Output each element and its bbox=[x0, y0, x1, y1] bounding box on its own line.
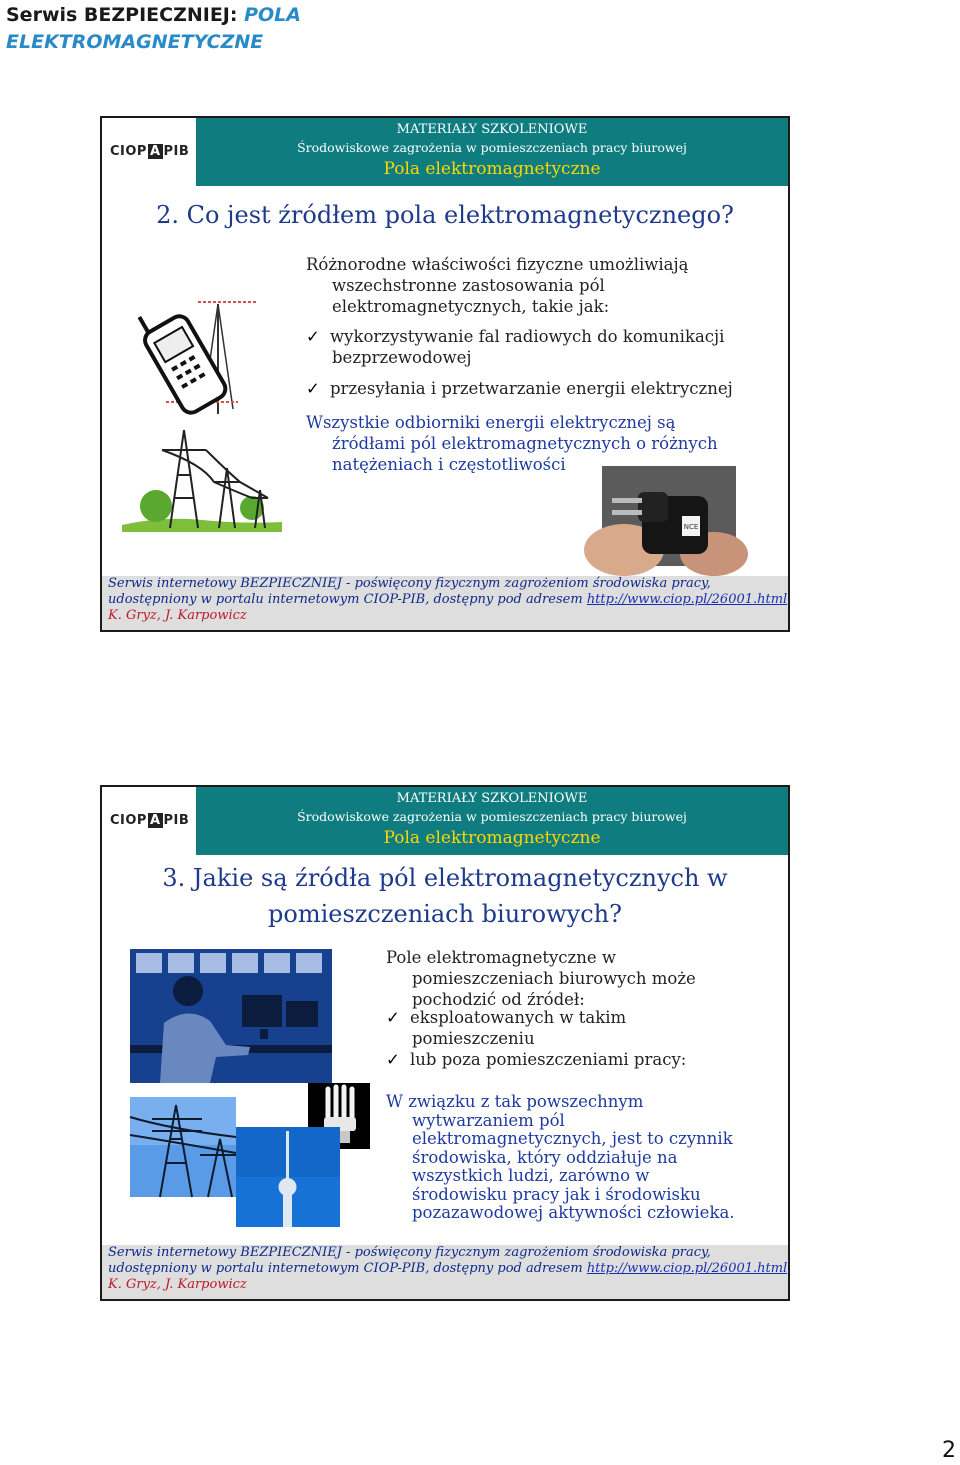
logo-area bbox=[102, 787, 196, 855]
tv-tower-photo bbox=[236, 1127, 340, 1227]
ciop-pib-logo bbox=[110, 813, 189, 828]
document-title-accent-2: ELEKTROMAGNETYCZNE bbox=[6, 31, 264, 53]
logo-text-mid: A bbox=[149, 813, 161, 828]
slide-1-checklist bbox=[306, 326, 733, 399]
header-line-1: MATERIAŁY SZKOLENIOWE bbox=[396, 791, 588, 806]
slide-2 bbox=[100, 785, 790, 1301]
highlight-line: pozazawodowej aktywności człowieka. bbox=[412, 1203, 735, 1222]
intro-line: pochodzić od źródeł: bbox=[412, 990, 585, 1009]
logo-text-left: CIOP bbox=[110, 144, 147, 159]
logo-text-right: PIB bbox=[163, 144, 190, 159]
checklist-text: bezprzewodowej bbox=[332, 348, 472, 367]
header-band bbox=[196, 118, 788, 186]
highlight-line: środowisku pracy jak i środowisku bbox=[412, 1184, 701, 1204]
highlight-line: W związku z tak powszechnym bbox=[386, 1092, 644, 1111]
mobile-phone-antenna-clipart bbox=[118, 294, 268, 414]
header-band bbox=[196, 787, 788, 855]
checklist-text: wykorzystywanie fal radiowych do komunikacji bbox=[330, 327, 725, 346]
slide-header bbox=[102, 787, 788, 855]
power-lines-clipart bbox=[122, 420, 282, 532]
slide-1 bbox=[100, 116, 790, 632]
power-pylon-photo bbox=[130, 1097, 236, 1197]
footer-authors: K. Gryz, J. Karpowicz bbox=[108, 1277, 247, 1292]
header-line-2: Środowiskowe zagrożenia w pomieszczeniach pracy biurowej bbox=[297, 140, 687, 155]
logo-area bbox=[102, 118, 196, 186]
highlight-line: wytwarzaniem pól bbox=[412, 1110, 565, 1130]
intro-line: elektromagnetycznych, takie jak: bbox=[332, 297, 610, 316]
checklist-text: eksploatowanych w takim bbox=[410, 1008, 627, 1027]
document-title-accent-1: POLA bbox=[244, 4, 301, 26]
document-title-main: Serwis BEZPIECZNIEJ: bbox=[6, 4, 238, 26]
highlight-line: Wszystkie odbiorniki energii elektrycznej są bbox=[306, 413, 676, 432]
intro-line: pomieszczeniach biurowych może bbox=[412, 969, 696, 988]
checkmark-icon: ✓ bbox=[386, 1050, 400, 1069]
plug-label: NCE bbox=[683, 523, 699, 531]
footer-authors: K. Gryz, J. Karpowicz bbox=[108, 608, 247, 623]
slide-2-highlight bbox=[386, 1093, 735, 1223]
footer-line-1: Serwis internetowy BEZPIECZNIEJ - poświęcony fizycznym zagrożeniom środowiska pracy, bbox=[108, 576, 711, 591]
checklist-item bbox=[306, 326, 733, 347]
highlight-line: elektromagnetycznych, jest to czynnik bbox=[412, 1129, 733, 1148]
footer-link[interactable]: http://www.ciop.pl/26001.html bbox=[586, 592, 788, 607]
checkmark-icon: ✓ bbox=[306, 379, 320, 398]
document-title bbox=[6, 2, 566, 56]
highlight-line: wszystkich ludzi, zarówno w bbox=[412, 1166, 650, 1185]
ciop-pib-logo bbox=[110, 144, 189, 159]
footer-line-2 bbox=[108, 592, 792, 608]
highlight-line: środowiska, który oddziałuje na bbox=[412, 1147, 678, 1167]
header-line-3: Pola elektromagnetyczne bbox=[383, 828, 601, 848]
checklist-item bbox=[386, 1007, 686, 1028]
power-adapter-photo bbox=[602, 466, 736, 566]
intro-line: wszechstronne zastosowania pól bbox=[332, 276, 605, 295]
office-computer-photo bbox=[130, 949, 332, 1083]
slide-2-intro bbox=[386, 947, 696, 1010]
highlight-line: źródłami pól elektromagnetycznych o różnych bbox=[332, 434, 718, 453]
highlight-line: natężeniach i częstotliwości bbox=[332, 455, 566, 474]
footer-text: udostępniony w portalu internetowym CIOP-PIB, dostępny pod adresem bbox=[108, 1261, 583, 1276]
slide-2-title-line-2: pomieszczeniach biurowych? bbox=[268, 900, 622, 928]
logo-text-left: CIOP bbox=[110, 813, 147, 828]
checkmark-icon: ✓ bbox=[306, 327, 320, 346]
slide-header bbox=[102, 118, 788, 186]
header-line-2: Środowiskowe zagrożenia w pomieszczeniach pracy biurowej bbox=[297, 809, 687, 824]
slide-footer bbox=[102, 1245, 792, 1299]
slide-1-intro bbox=[306, 254, 688, 317]
slide-2-title-line-1: 3. Jakie są źródła pól elektromagnetycznych w bbox=[162, 864, 728, 892]
checklist-text: przesyłania i przetwarzanie energii elektrycznej bbox=[330, 379, 733, 398]
header-line-3: Pola elektromagnetyczne bbox=[383, 159, 601, 179]
footer-dot: . bbox=[787, 1261, 792, 1276]
checklist-item bbox=[386, 1049, 686, 1070]
footer-line-1: Serwis internetowy BEZPIECZNIEJ - poświęcony fizycznym zagrożeniom środowiska pracy, bbox=[108, 1245, 711, 1260]
page-number: 2 bbox=[942, 1438, 956, 1463]
footer-link[interactable]: http://www.ciop.pl/26001.html bbox=[586, 1261, 788, 1276]
checklist-text: lub poza pomieszczeniami pracy: bbox=[410, 1050, 687, 1069]
checklist-item bbox=[306, 378, 733, 399]
logo-text-right: PIB bbox=[163, 813, 190, 828]
intro-line: Różnorodne właściwości fizyczne umożliwiają bbox=[306, 255, 689, 274]
header-line-1: MATERIAŁY SZKOLENIOWE bbox=[396, 122, 588, 137]
slide-footer bbox=[102, 576, 792, 630]
checklist-text: pomieszczeniu bbox=[412, 1029, 535, 1048]
footer-text: udostępniony w portalu internetowym CIOP-PIB, dostępny pod adresem bbox=[108, 592, 583, 607]
slide-1-title: 2. Co jest źródłem pola elektromagnetycznego? bbox=[156, 201, 734, 229]
footer-dot: . bbox=[787, 592, 792, 607]
checkmark-icon: ✓ bbox=[386, 1008, 400, 1027]
footer-line-2 bbox=[108, 1261, 792, 1277]
intro-line: Pole elektromagnetyczne w bbox=[386, 948, 616, 967]
logo-text-mid: A bbox=[149, 144, 161, 159]
slide-2-checklist bbox=[386, 1007, 686, 1070]
